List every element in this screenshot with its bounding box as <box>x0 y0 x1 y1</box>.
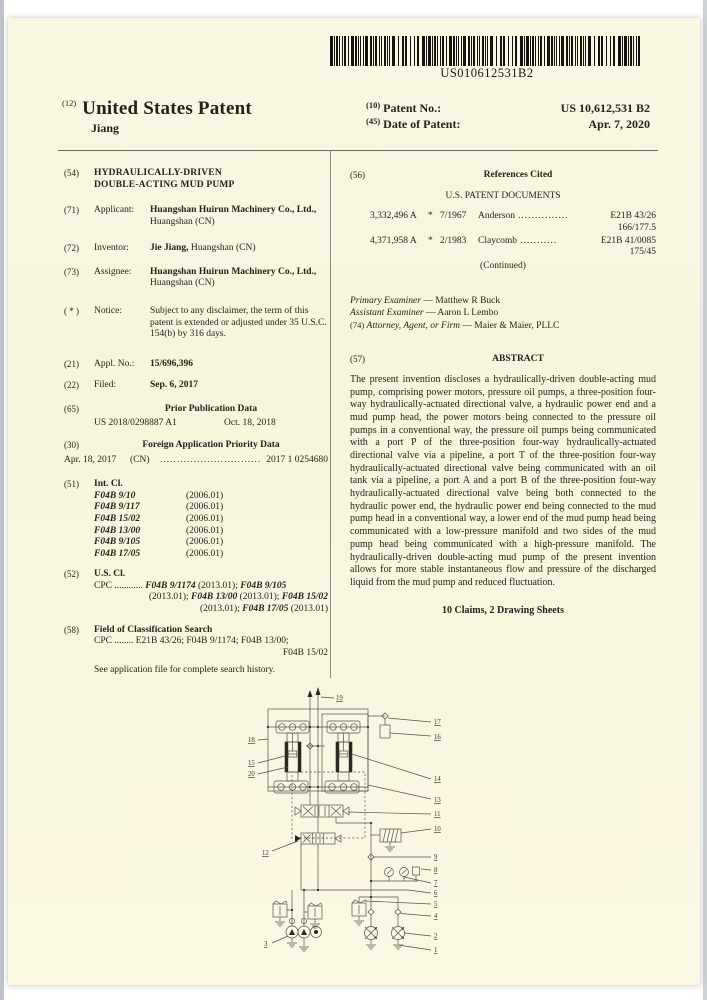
assignee-location: Huangshan (CN) <box>150 278 215 289</box>
pump-group-right <box>352 897 431 950</box>
foreign-priority-date: Apr. 18, 2017 <box>64 454 117 465</box>
cpc-line: (2013.01); F04B 13/00 (2013.01); F04B 15/02 <box>148 592 328 603</box>
applicant-entry: (71) Applicant: Huangshan Huirun Machinery Co., Ltd., Huangshan (CN) <box>64 205 317 227</box>
claims-line: 10 Claims, 2 Drawing Sheets <box>442 604 564 616</box>
header-right <box>366 100 650 132</box>
assignee-name: Huangshan Huirun Machinery Co., Ltd., <box>150 266 317 277</box>
callout-1: 1 <box>434 947 438 954</box>
filed-entry: (22) Filed: Sep. 6, 2017 <box>64 380 328 392</box>
header-left <box>62 98 252 136</box>
appl-no-value: 15/696,396 <box>150 358 194 369</box>
assignee-label: Assignee: <box>94 266 132 277</box>
scan-edge-right <box>703 0 707 1000</box>
int-cl-row: F04B 9/117 (2006.01) <box>94 502 224 513</box>
callout-10: 10 <box>434 826 441 833</box>
primary-examiner-value: — Matthew R Buck <box>420 295 501 306</box>
callout-16: 16 <box>434 734 441 741</box>
callout-3: 3 <box>264 941 268 948</box>
cpc-line: CPC ............ F04B 9/1174 (2013.01); F04B 9/105 <box>94 580 287 591</box>
callout-2: 2 <box>434 933 438 940</box>
field-of-search-section: (58) Field of Classification Search CPC ........ E21B 43/26; F04B 9/1174; F04B 13/00; F04B 15/02 See application file for complete search history. <box>64 624 328 676</box>
prior-pub-date: Oct. 18, 2018 <box>224 417 276 428</box>
callout-12: 12 <box>262 850 269 857</box>
filed-label: Filed: <box>94 380 117 391</box>
pressure-sensor-assembly <box>368 713 431 738</box>
inventor-name: Jie Jiang, <box>150 243 189 254</box>
int-cl-row: F04B 9/105 (2006.01) <box>94 537 224 548</box>
abstract-heading-row: (57) ABSTRACT <box>350 354 656 366</box>
invention-title: (54) HYDRAULICALLY-DRIVEN DOUBLE-ACTING MUD PUMP <box>64 168 328 191</box>
int-cl-row: F04B 17/05 (2006.01) <box>94 548 224 559</box>
callout-13: 13 <box>434 797 441 804</box>
prior-pub-number: US 2018/0298887 A1 <box>94 417 177 428</box>
field-line1: CPC ........ E21B 43/26; F04B 9/1174; F04B 13/00; <box>94 636 289 647</box>
notice-text: Subject to any disclaimer, the term of this patent is extended or adjusted under 35 U.S.C. 154(b) by 316 days. <box>150 306 327 340</box>
kind-code-tag: (12) <box>62 98 77 108</box>
patent-page <box>8 18 700 985</box>
barcode-bars <box>328 36 646 66</box>
assistant-examiner-value: — Aaron L Lembo <box>423 308 499 319</box>
callout-7: 7 <box>434 880 438 887</box>
applicant-label: Applicant: <box>94 205 135 216</box>
callout-17: 17 <box>434 719 441 726</box>
notice-entry: ( * ) Notice: Subject to any disclaimer, the term of this patent is extended or adjusted under 35 U.S.C. 154(b) by 316 days. <box>64 306 327 340</box>
patent-date-row <box>366 116 650 132</box>
filed-value: Sep. 6, 2017 <box>150 380 199 391</box>
bibliographic-right-column <box>350 170 656 617</box>
attorney-tag: (74) <box>350 319 365 330</box>
inventor-location: Huangshan (CN) <box>188 243 256 254</box>
patent-no-value: US 10,612,531 B2 <box>560 101 650 115</box>
patent-no-tag: (10) <box>366 100 381 110</box>
applicant-location: Huangshan (CN) <box>150 216 215 227</box>
date-label: Date of Patent: <box>383 117 461 132</box>
reference-row: 3,332,496 A * 7/1967 Anderson ............... E21B 43/26 166/177.5 <box>370 211 656 233</box>
assignee-entry: (73) Assignee: Huangshan Huirun Machinery Co., Ltd., Huangshan (CN) <box>64 266 317 289</box>
references-continued: (Continued) <box>480 261 526 272</box>
figure-sheet <box>188 683 648 983</box>
primary-examiner-label: Primary Examiner <box>350 295 421 306</box>
foreign-priority-section: (30) Foreign Application Priority Data Apr. 18, 2017 (CN) .............................. 2017 1 0254680 <box>64 440 328 465</box>
scan-edge-left <box>0 0 4 1000</box>
page-title: United States Patent <box>82 98 252 119</box>
callout-11: 11 <box>434 811 441 818</box>
callout-18: 18 <box>248 737 255 744</box>
foreign-priority-country: (CN) <box>130 454 150 465</box>
directional-valve-lower <box>272 833 341 851</box>
callout-5: 5 <box>434 901 438 908</box>
callout-9: 9 <box>434 854 438 861</box>
abstract-heading: ABSTRACT <box>492 354 544 365</box>
title-line2: DOUBLE-ACTING MUD PUMP <box>94 179 235 190</box>
reference-list <box>350 211 656 258</box>
pump-group-left <box>272 890 322 951</box>
title-line1: HYDRAULICALLY-DRIVEN <box>94 168 222 178</box>
relief-block <box>371 829 431 851</box>
barcode <box>328 36 646 81</box>
abstract-text: The present invention discloses a hydraulically-driven double-acting mud pump, comprising power motors, pressure oil pumps, a three-position four-way hydraulically-actuated directional valve, a hydraulic power end and a mud pump head, the power motors being connected to the pressure oil pumps in a conventional way, the pressure oil pumps being communicated with a port P of the three-position four-way hydraulically-actuated directional valve via a pipeline, a port T of the three-position four-way hydraulically-actuated directional valve being communicated with an oil tank via a pipeline, a port A and a port B of the three-position four-way hydraulically-actuated directional valve being both connected to the hydraulic power end, the hydraulic power end being connected to the mud pump head in a conventional way, a lower end of the mud pump head being communicated with a low-pressure manifold and two sides of the mud pump head being communicated with a high-pressure manifold. The hydraulically-driven double-acting mud pump of the present invention allows for more stable instantaneous flow and pressure of the discharged liquid from the mud pump and reduced fluctuation. <box>350 373 656 588</box>
attorney-label: Attorney, Agent, or Firm <box>366 320 461 331</box>
us-cl-heading: U.S. Cl. <box>94 569 126 580</box>
callout-14: 14 <box>434 776 441 783</box>
hydraulic-cylinder-right <box>325 721 360 793</box>
bibliographic-left-column <box>64 168 328 677</box>
field-heading: Field of Classification Search <box>94 624 213 635</box>
us-cl-section: (52) U.S. Cl. CPC ............ F04B 9/1174 (2013.01); F04B 9/105 (2013.01); F04B 13/00 (2013.01); F04B 15/02 (2013.01); F04B 17/05 (2013.01) <box>64 569 328 615</box>
column-divider <box>330 150 331 678</box>
callout-15: 15 <box>248 760 255 767</box>
barcode-text: US010612531B2 <box>440 66 534 80</box>
patent-drawing <box>188 683 648 983</box>
callout-20: 20 <box>248 771 255 778</box>
callout-8: 8 <box>434 867 438 874</box>
int-cl-row: F04B 9/10 (2006.01) <box>94 490 224 501</box>
hydraulic-cylinder-left <box>274 721 309 793</box>
application-number-entry: (21) Appl. No.: 15/696,396 <box>64 359 328 371</box>
us-patent-documents-heading: U.S. PATENT DOCUMENTS <box>445 190 561 201</box>
inventor-entry: (72) Inventor: Jie Jiang, Huangshan (CN) <box>64 243 256 254</box>
foreign-priority-number: 2017 1 0254680 <box>266 454 328 465</box>
field-note: See application file for complete search history. <box>94 665 276 676</box>
callout-19: 19 <box>336 695 343 702</box>
patent-number-row <box>366 100 650 116</box>
attorney-value: — Maier & Maier, PLLC <box>460 320 560 331</box>
notice-label: Notice: <box>94 306 122 317</box>
pressure-gauges <box>371 867 431 883</box>
assistant-examiner-label: Assistant Examiner <box>350 308 424 319</box>
directional-valve-upper <box>295 805 431 823</box>
field-line2: F04B 15/02 <box>282 647 328 658</box>
header-rule <box>58 150 658 151</box>
int-cl-row: F04B 13/00 (2006.01) <box>94 525 224 536</box>
examiner-block <box>350 295 656 333</box>
references-cited-heading-row: (56) References Cited <box>350 170 656 182</box>
references-heading: References Cited <box>483 170 553 180</box>
callout-4: 4 <box>434 913 438 920</box>
patent-no-label: Patent No.: <box>383 101 442 115</box>
applicant-name: Huangshan Huirun Machinery Co., Ltd., <box>150 205 317 216</box>
int-cl-row: F04B 15/02 (2006.01) <box>94 513 224 524</box>
date-value: Apr. 7, 2020 <box>588 117 650 132</box>
inventor-surname: Jiang <box>91 121 120 135</box>
inventor-label: Inventor: <box>94 243 129 254</box>
int-cl-section: (51) Int. Cl. F04B 9/10 (2006.01) F04B 9/117 (2006.01) F04B 15/02 (2006.01) F04B 13/00 (2006.01) F04B 9/105 (2006.01) F04B 17/05 (2006.01) <box>64 479 328 560</box>
foreign-priority-heading: Foreign Application Priority Data <box>142 440 280 451</box>
appl-no-label: Appl. No.: <box>94 358 135 369</box>
reference-row: 4,371,958 A * 2/1983 Claycomb ........... E21B 41/0085 175/45 <box>370 235 656 258</box>
prior-pub-heading: Prior Publication Data <box>164 403 258 414</box>
prior-publication-section: (65) Prior Publication Data US 2018/0298887 A1 Oct. 18, 2018 <box>64 404 328 429</box>
cpc-line: (2013.01); F04B 17/05 (2013.01) <box>200 604 328 615</box>
int-cl-heading: Int. Cl. <box>94 479 123 490</box>
callout-6: 6 <box>434 890 438 897</box>
date-tag: (45) <box>366 116 381 127</box>
